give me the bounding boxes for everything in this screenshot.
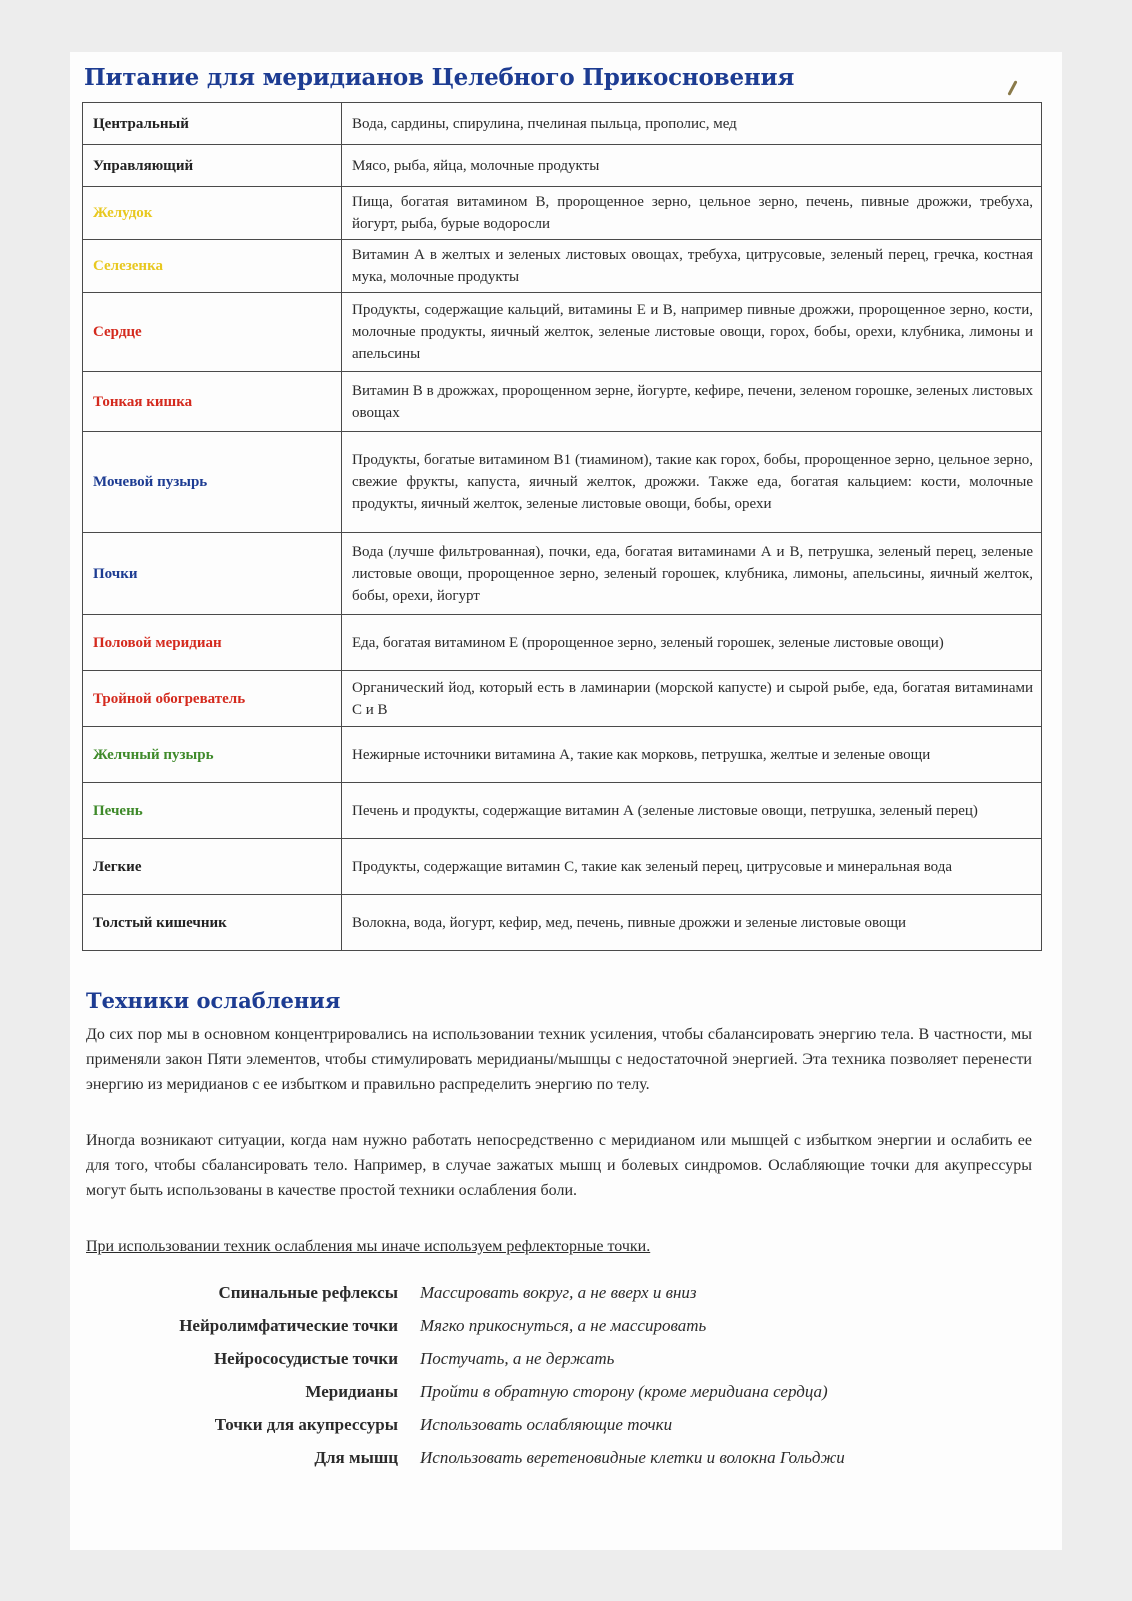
- rule-label: Нейролимфатические точки: [179, 1315, 398, 1335]
- table-row: [83, 432, 1042, 533]
- meridian-name: Сердце: [83, 293, 342, 372]
- table-row: [83, 895, 1042, 951]
- meridian-food: Мясо, рыба, яйца, молочные продукты: [342, 145, 1042, 187]
- table-row: [83, 783, 1042, 839]
- rule-text: Пройти в обратную сторону (кроме меридиана сердца): [420, 1381, 828, 1401]
- meridian-food: Печень и продукты, содержащие витамин А (зеленые листовые овощи, петрушка, зеленый перец): [342, 783, 1042, 839]
- list-item: [70, 1408, 1062, 1441]
- rule-text: Постучать, а не держать: [420, 1348, 615, 1368]
- meridian-name: Управляющий: [83, 145, 342, 187]
- meridian-food: Пища, богатая витамином В, пророщенное зерно, цельное зерно, печень, пивные дрожжи, требуха, йогурт, рыба, бурые водоросли: [342, 187, 1042, 240]
- rule-text: Использовать веретеновидные клетки и волокна Гольджи: [420, 1447, 845, 1467]
- list-item: [70, 1309, 1062, 1342]
- table-row: [83, 145, 1042, 187]
- underlined-note: При использовании техник ослабления мы иначе используем рефлекторные точки.: [86, 1238, 651, 1255]
- meridian-food: Витамин В в дрожжах, пророщенном зерне, йогурте, кефире, печени, зеленом горошке, зеленых листовых овощах: [342, 372, 1042, 432]
- list-item: [70, 1276, 1062, 1309]
- list-item: [70, 1342, 1062, 1375]
- paragraph-2: Иногда возникают ситуации, когда нам нужно работать непосредственно с меридианом или мышцей с избытком энергии и ослабить ее для того, чтобы сбалансировать тело. Например, в случае зажатых мышц и болевых синдромов. Ослабляющие точки для акупрессуры могут быть использованы в качестве простой техники ослабления боли.: [86, 1132, 1032, 1199]
- page-title: Питание для меридианов Целебного Прикосновения: [84, 64, 795, 91]
- document-page: [70, 52, 1062, 1550]
- rule-label: Точки для акупрессуры: [214, 1414, 398, 1434]
- meridian-food: Нежирные источники витамина А, такие как морковь, петрушка, желтые и зеленые овощи: [342, 727, 1042, 783]
- meridian-food: Еда, богатая витамином Е (пророщенное зерно, зеленый горошек, зеленые листовые овощи): [342, 615, 1042, 671]
- paragraph-1: До сих пор мы в основном концентрировались на использовании техник усиления, чтобы сбалансировать энергию тела. В частности, мы применяли закон Пяти элементов, чтобы стимулировать меридианы/мышцы с недостаточной энергией. Эта техника позволяет перенести энергию из меридианов с ее избытком и правильно распределить энергию по телу.: [86, 1026, 1032, 1093]
- list-item: [70, 1375, 1062, 1408]
- meridian-name: Желудок: [83, 187, 342, 240]
- table-row: [83, 240, 1042, 293]
- rule-label: Меридианы: [305, 1381, 398, 1401]
- meridian-nutrition-table: [82, 102, 1042, 951]
- meridian-food: Витамин А в желтых и зеленых листовых овощах, требуха, цитрусовые, зеленый перец, гречка, костная мука, молочные продукты: [342, 240, 1042, 293]
- meridian-name: Селезенка: [83, 240, 342, 293]
- table-row: [83, 187, 1042, 240]
- rule-text: Мягко прикоснуться, а не массировать: [420, 1315, 707, 1335]
- meridian-name: Печень: [83, 783, 342, 839]
- meridian-food: Волокна, вода, йогурт, кефир, мед, печень, пивные дрожжи и зеленые листовые овощи: [342, 895, 1042, 951]
- meridian-food: Продукты, содержащие кальций, витамины Е и В, например пивные дрожжи, пророщенное зерно, кости, молочные продукты, яичный желток, зеленые листовые овощи, горох, бобы, орехи, клубника, лимоны и апельсины: [342, 293, 1042, 372]
- table-row: [83, 615, 1042, 671]
- list-item: [70, 1441, 1062, 1474]
- meridian-name: Толстый кишечник: [83, 895, 342, 951]
- meridian-name: Центральный: [83, 103, 342, 145]
- meridian-name: Тройной обогреватель: [83, 671, 342, 727]
- table-row: [83, 839, 1042, 895]
- rule-text: Массировать вокруг, а не вверх и вниз: [420, 1282, 697, 1302]
- rule-label: Для мышц: [314, 1447, 398, 1467]
- table-row: [83, 372, 1042, 432]
- rule-text: Использовать ослабляющие точки: [420, 1414, 673, 1434]
- meridian-name: Почки: [83, 533, 342, 615]
- table-row: [83, 727, 1042, 783]
- meridian-food: Вода, сардины, спирулина, пчелиная пыльца, прополис, мед: [342, 103, 1042, 145]
- reflex-rules-list: [70, 1276, 1062, 1474]
- rule-label: Нейрососудистые точки: [213, 1348, 398, 1368]
- meridian-food: Органический йод, который есть в ламинарии (морской капусте) и сырой рыбе, еда, богатая витаминами С и В: [342, 671, 1042, 727]
- meridian-name: Тонкая кишка: [83, 372, 342, 432]
- pen-mark: [1007, 80, 1017, 96]
- rule-label: Спинальные рефлексы: [218, 1282, 398, 1302]
- meridian-name: Желчный пузырь: [83, 727, 342, 783]
- table-row: [83, 103, 1042, 145]
- meridian-name: Мочевой пузырь: [83, 432, 342, 533]
- meridian-food: Вода (лучше фильтрованная), почки, еда, богатая витаминами А и В, петрушка, зеленый перец, зеленые листовые овощи, пророщенное зерно, зеленый горошек, клубника, лимоны, апельсины, яичный желток, бобы, орехи, йогурт: [342, 533, 1042, 615]
- meridian-name: Половой меридиан: [83, 615, 342, 671]
- meridian-food: Продукты, содержащие витамин С, такие как зеленый перец, цитрусовые и минеральная вода: [342, 839, 1042, 895]
- meridian-name: Легкие: [83, 839, 342, 895]
- table-row: [83, 671, 1042, 727]
- table-row: [83, 533, 1042, 615]
- section-heading: Техники ослабления: [86, 988, 341, 1013]
- meridian-food: Продукты, богатые витамином В1 (тиамином), такие как горох, бобы, пророщенное зерно, цельное зерно, свежие фрукты, капуста, яичный желток, дрожжи. Также еда, богатая кальцием: кости, молочные продукты, яичный желток, зеленые листовые овощи, бобы, орехи: [342, 432, 1042, 533]
- table-row: [83, 293, 1042, 372]
